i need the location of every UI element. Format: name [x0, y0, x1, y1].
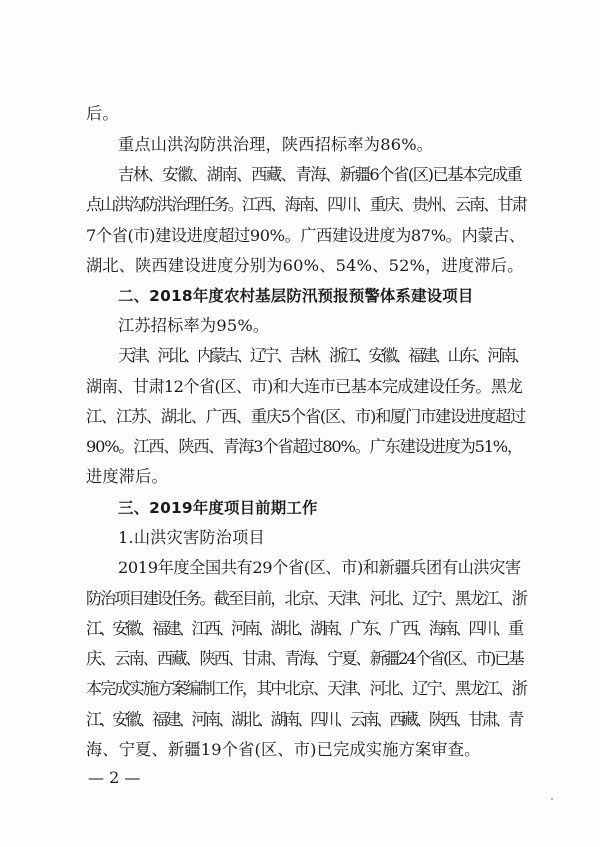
- paragraph-line: 点山洪沟防洪治理任务。江西、海南、四川、重庆、贵州、云南、甘肃: [86, 195, 526, 214]
- paragraph-line: 海、宁夏、新疆19个省(区、市)已完成实施方案审查。: [86, 740, 481, 759]
- paragraph-line: 防治项目建设任务。截至目前，北京、天津、河北、辽宁、黑龙江、浙: [86, 589, 526, 608]
- paragraph-line: 后。: [86, 104, 119, 123]
- paragraph-line: 湖南、甘肃12个省(区、市)和大连市已基本完成建设任务。黑龙: [86, 377, 523, 396]
- subsection-heading: 1.山洪灾害防治项目: [118, 528, 265, 547]
- paragraph-line: 7个省(市)建设进度超过90%。广西建设进度为87%。内蒙古、: [86, 226, 525, 245]
- paragraph-line: 江、江苏、湖北、广西、重庆5个省(区、市)和厦门市建设进度超过: [86, 407, 525, 426]
- paragraph-line: 2019年度全国共有29个省(区、市)和新疆兵团有山洪灾害: [118, 558, 521, 577]
- paragraph-line: 吉林、安徽、湖南、西藏、青海、新疆6个省(区)已基本完成重: [118, 165, 522, 184]
- paragraph-line: 江、安徽、福建、河南、湖北、湖南、四川、云南、西藏、陕西、甘肃、青: [86, 710, 522, 729]
- page-number: — 2 —: [88, 768, 141, 787]
- paragraph-line: 天津、河北、内蒙古、辽宁、吉林、浙江、安徽、福建、山东、河南、: [118, 346, 527, 365]
- paragraph-line: 进度滞后。: [86, 467, 168, 486]
- paragraph-line: 重点山洪沟防洪治理，陕西招标率为86%。: [118, 135, 434, 154]
- section-heading: 二、2018年度农村基层防汛预报预警体系建设项目: [118, 287, 474, 305]
- scan-speck: [551, 798, 553, 800]
- paragraph-line: 湖北、陕西建设进度分别为60%、54%、52%，进度滞后。: [86, 256, 524, 275]
- paragraph-line: 江、安徽、福建、江西、河南、湖北、湖南、广东、广西、海南、四川、重: [86, 619, 522, 638]
- paragraph-line: 江苏招标率为95%。: [118, 316, 270, 335]
- section-heading: 三、2019年度项目前期工作: [118, 499, 318, 517]
- paragraph-line: 本完成实施方案编制工作，其中北京、天津、河北、辽宁、黑龙江、浙: [86, 679, 526, 698]
- paragraph-line: 庆、云南、西藏、陕西、甘肃、青海、宁夏、新疆24个省(区、市)已基: [86, 649, 523, 668]
- paragraph-line: 90%。江西、陕西、青海3个省超过80%。广东建设进度为51%，: [86, 437, 522, 456]
